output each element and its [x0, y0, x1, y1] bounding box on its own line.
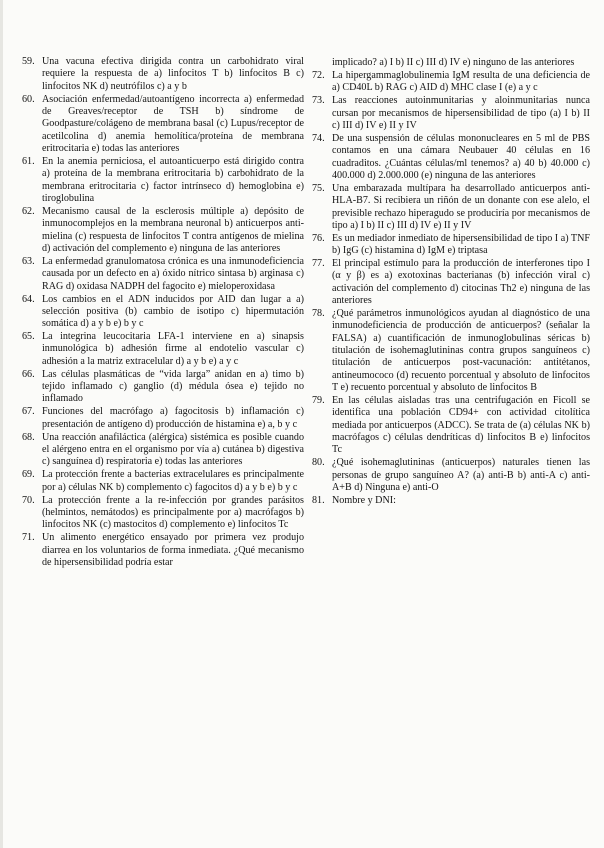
question-number: 79.	[312, 395, 325, 407]
question-text: Una vacuna efectiva dirigida contra un carbohidrato viral requiere la respuesta de a) linfocitos T b) linfocitos B c) linfocitos NK d) neutrófilos c) a y b	[42, 56, 304, 92]
question-number: 80.	[312, 457, 325, 469]
question-number: 71.	[22, 532, 35, 544]
question-text: Una embarazada multípara ha desarrollado anticuerpos anti-HLA-B7. Si recibiera un riñón de un donante con ese alelo, el previsible rechazo hiperagudo se produciría por mecanismos de tipo a) I b) II c) III d) IV e) II y IV	[332, 182, 590, 231]
question-text: Es un mediador inmediato de hipersensibilidad de tipo I a) TNF b) IgG (c) histamina d) IgM e) triptasa	[332, 232, 590, 257]
question-number: 72.	[312, 69, 325, 81]
question-number: 66.	[22, 368, 35, 380]
question-number: 74.	[312, 132, 325, 144]
question-item	[312, 133, 590, 182]
question-item	[312, 258, 590, 307]
question-text: En las células aisladas tras una centrifugación en Ficoll se identifica una población CD94+ con actividad citolítica mediada por anticuerpos (ADCC). Se trata de (a) células NK b) macrófagos c) células dendríticas d) linfocitos B e) linfocitos Tc	[332, 395, 590, 456]
question-item	[22, 256, 304, 293]
question-text: Las reacciones autoinmunitarias y aloinmunitarias nunca cursan por mecanismos de hipersensibilidad de tipo (a) I b) II c) III d) IV e) II y IV	[332, 95, 590, 131]
question-text: La hipergammaglobulinemia IgM resulta de una deficiencia de a) CD40L b) RAG c) AID d) MHC clase I (e) a y c	[332, 69, 590, 94]
question-item	[312, 495, 590, 507]
question-item	[22, 206, 304, 255]
left-column	[22, 56, 304, 570]
question-number: 75.	[312, 182, 325, 194]
question-text: La enfermedad granulomatosa crónica es una inmunodeficiencia causada por un defecto en a) óxido nítrico sintasa b) arginasa c) RAG d) oxidasa NADPH del fagocito e) mieloperoxidasa	[42, 255, 304, 292]
right-column	[312, 57, 590, 508]
question-item	[22, 369, 304, 406]
question-item	[22, 56, 304, 93]
question-text: En la anemia perniciosa, el autoanticuerpo está dirigido contra a) proteína de la membrana eritrocitaria b) carbohidrato de la membrana eritrocitaria c) factor intrínseco d) hemoglobina e) tiroglobulina	[42, 155, 304, 204]
question-item	[22, 495, 304, 532]
question-number: 61.	[22, 155, 35, 167]
question-item	[22, 469, 304, 494]
question-number	[312, 57, 332, 69]
question-text: Asociación enfermedad/autoantígeno incorrecta a) enfermedad de Greaves/receptor de TSH b) síndrome de Goodpasture/colágeno de membrana basal (c) Lupus/receptor de acetilcolina d) anemia hemolítica/proteína de membrana eritrocitaria e) todas las anteriores	[42, 93, 304, 154]
question-text: La protección frente a la re-infección por grandes parásitos (helmintos, nemátodos) es principalmente por a) macrófagos b) linfocitos NK (c) mastocitos d) complemento e) linfocitos Tc	[42, 494, 304, 531]
question-item	[22, 294, 304, 331]
question-number: 68.	[22, 431, 35, 443]
question-number: 81.	[312, 494, 325, 506]
question-item	[22, 156, 304, 205]
question-number: 64.	[22, 293, 35, 305]
question-item	[312, 233, 590, 258]
question-number: 62.	[22, 205, 35, 217]
question-item	[312, 457, 590, 494]
question-item	[312, 395, 590, 457]
question-number: 59.	[22, 56, 35, 67]
question-number: 60.	[22, 93, 35, 105]
question-item	[312, 95, 590, 132]
question-item	[22, 406, 304, 431]
question-number: 63.	[22, 255, 35, 267]
question-text: De una suspensión de células mononucleares en 5 ml de PBS contamos en una cámara Neubauer 40 células en 16 cuadraditos. ¿Cuántas células/ml tenemos? a) 40 b) 40.000 c) 400.000 d) 2.000.000 (e) ninguna de las anteriores	[332, 132, 590, 181]
question-number: 65.	[22, 331, 35, 343]
question-item	[22, 331, 304, 368]
question-text: El principal estímulo para la producción de interferones tipo I (α y β) es a) exotoxinas bacterianas (b) infección viral c) activación del complemento d) citocinas Th2 e) ninguna de las anteriores	[332, 258, 590, 307]
question-number: 70.	[22, 494, 35, 506]
question-text: implicado? a) I b) II c) III d) IV e) ninguno de las anteriores	[332, 57, 575, 68]
question-item	[22, 94, 304, 156]
question-item	[312, 57, 590, 69]
question-text: Los cambios en el ADN inducidos por AID dan lugar a a) selección positiva (b) cambio de isotipo c) hipermutación somática d) a y b e) b y c	[42, 293, 304, 330]
question-number: 73.	[312, 95, 325, 107]
question-text: La integrina leucocitaria LFA-1 interviene en a) sinapsis inmunológica b) adhesión firme al endotelio vascular c) adhesión a la matriz extracelular d) a y b e) a y c	[42, 331, 304, 367]
question-number: 76.	[312, 232, 325, 244]
question-number: 77.	[312, 258, 325, 270]
question-item	[312, 70, 590, 95]
question-text: ¿Qué isohemaglutininas (anticuerpos) naturales tienen las personas de grupo sanguíneo A? (a) anti-B b) anti-A c) anti-A+B d) Ninguna e) anti-O	[332, 457, 590, 494]
question-text: Funciones del macrófago a) fagocitosis b) inflamación c) presentación de antígeno d) producción de histamina e) a, b y c	[42, 406, 304, 430]
question-text: Un alimento energético ensayado por primera vez produjo diarrea en los voluntarios de forma inmediata. ¿Qué mecanismo de hipersensibilidad podría estar	[42, 532, 304, 568]
question-item	[22, 532, 304, 569]
question-text: Nombre y DNI:	[332, 494, 396, 506]
question-item	[312, 183, 590, 232]
question-number: 69.	[22, 469, 35, 481]
question-text: ¿Qué parámetros inmunológicos ayudan al diagnóstico de una inmunodeficiencia de producción de anticuerpos? (señalar la FALSA) a) cuantificación de inmunoglobulinas séricas b) titulación de isohemaglutininas contra grupos sanguíneos c) titulación de anticuerpos post-vacunación: antitétanos, antineumococo (d) recuento porcentual y absoluto de linfocitos T e) recuento porcentual y absoluto de linfocitos B	[332, 308, 590, 394]
question-item	[312, 308, 590, 394]
question-number: 78.	[312, 308, 325, 320]
question-text: La protección frente a bacterias extracelulares es principalmente por a) células NK b) complemento c) fagocitos d) a y b e) b y c	[42, 469, 304, 493]
question-item	[22, 432, 304, 469]
question-text: Una reacción anafiláctica (alérgica) sistémica es posible cuando el alérgeno entra en el organismo por vía a) cutánea b) digestiva c) sanguínea d) respiratoria e) todas las anteriores	[42, 431, 304, 468]
question-text: Las células plasmáticas de “vida larga” anidan en a) timo b) tejido inflamado c) ganglio (d) médula ósea e) tejido no inflamado	[42, 368, 304, 405]
question-number: 67.	[22, 406, 35, 418]
question-text: Mecanismo causal de la esclerosis múltiple a) depósito de inmunocomplejos en la membrana neuronal b) anticuerpos anti-mielina (c) respuesta de linfocitos T contra antígenos de mielina d) activación del complemento e) ninguna de las anteriores	[42, 205, 304, 254]
scan-edge	[0, 0, 3, 848]
